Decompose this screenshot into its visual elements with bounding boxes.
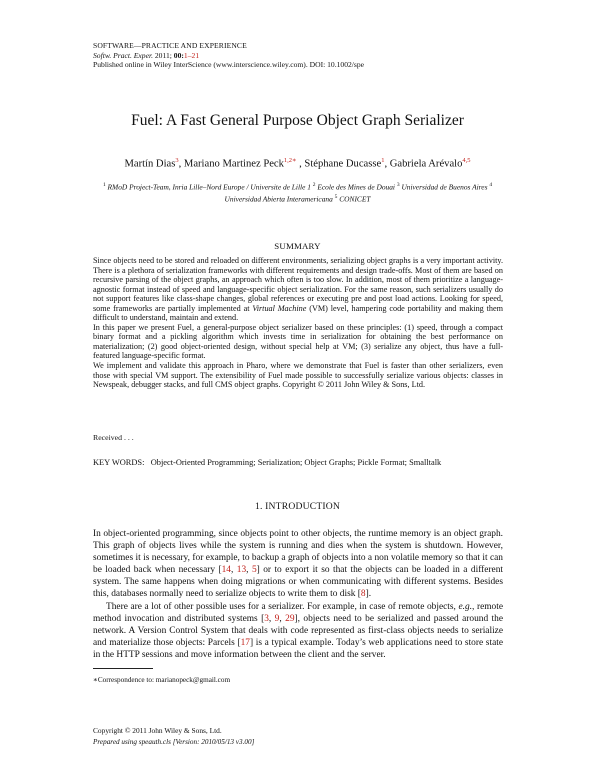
journal-name: SOFTWARE—PRACTICE AND EXPERIENCE	[93, 41, 247, 50]
body-paragraph: There are a lot of other possible uses for a serializer. For example, in case of remote objects, e.g., remote method invocation and distributed systems [3, 9, 29], objects need to be serialized and passed around the network. A Version Control System that deals with code represented as first-class objects needs to serialize and materialize those objects: Parcels [17] is a typical example. Today’s web applications need to store state in the HTTP sessions and move information between the client and the server.	[93, 601, 504, 660]
prepared-using-line: Prepared using speauth.cls [Version: 2010/05/13 v3.00]	[93, 738, 255, 746]
citation-link[interactable]: 3	[264, 613, 269, 624]
citation-link[interactable]: 9	[274, 613, 280, 624]
keywords	[93, 458, 441, 467]
paper-title: Fuel: A Fast General Purpose Object Graph Serializer	[131, 112, 464, 129]
author-affil-mark[interactable]: 1	[381, 157, 385, 164]
received-line: Received . . .	[93, 433, 134, 442]
body-paragraph: In object-oriented programming, since objects point to other objects, the runtime memory is an object graph. This graph of objects lives while the system is running and dies when the system is shutdown. However, sometimes it is necessary, for example, to backup a graph of objects into a non volatile memory so that it can be loaded back when necessary [14, 13, 5] or to export it so that the objects can be loaded in a different system. The same happens when doing migrations or when communicating with different systems. Besides this, databases normally need to serialize objects to write them to disk [8].	[93, 529, 504, 600]
author-affil-mark[interactable]: 3	[175, 157, 179, 164]
keywords-text: Object-Oriented Programming; Serialization; Object Graphs; Pickle Format; Smalltalk	[150, 458, 442, 467]
citation-link[interactable]: 8	[360, 589, 366, 600]
citation-link[interactable]: 13	[236, 565, 247, 576]
keywords-label: KEY WORDS:	[93, 458, 145, 467]
published-online: Published online in Wiley InterScience (www.interscience.wiley.com). DOI: 10.1002/spe	[93, 60, 365, 70]
abstract-paragraph: We implement and validate this approach in Pharo, where we demonstrate that Fuel is faster than other serializers, even those with special VM support. The extensibility of Fuel made possible to successfully serialize various objects: classes in Newspeak, debugger stacks, and full CMS object graphs. Copyright © 2011 John Wiley & Sons, Ltd.	[93, 361, 503, 390]
page-range-link[interactable]: 1–21	[183, 50, 200, 60]
correspondence-footnote: ∗Correspondence to: marianopeck@gmail.com	[93, 676, 231, 684]
journal-header	[93, 41, 364, 70]
abstract	[93, 256, 503, 390]
citation-link[interactable]: 17	[240, 637, 250, 648]
citation-link[interactable]: 29	[285, 613, 295, 624]
author-affil-mark[interactable]: 4,5	[462, 157, 471, 164]
section-heading-introduction: 1. INTRODUCTION	[254, 501, 341, 512]
citation-link[interactable]: 14	[221, 565, 231, 576]
author-name: Mariano Martinez Peck	[183, 158, 284, 170]
citation-link[interactable]: 5	[251, 565, 257, 576]
author-affil-mark[interactable]: 1,2∗	[283, 157, 297, 164]
affiliations: $^1$ RMoD Project-Team, Inria Lille–Nord Europe / Universite de Lille 1 $^2$ Ecole des Mines de Douai $^3$ Universidad de Buenos Aires $^4$ Universidad Abierta Interamericana $^5$ CONICET	[102, 182, 493, 204]
author-name: Gabriela Arévalo	[389, 158, 463, 170]
abstract-paragraph: Since objects need to be stored and reloaded on different environments, serializing object graphs is a very important activity. There is a plethora of serialization frameworks with different requirements and design trade-offs. Most of them are based on recursive parsing of the object graphs, an approach which often is too slow. In addition, most of them prioritize a language-agnostic format instead of speed and language-specific object serialization. For the same reason, such serializers usually do not support features like class-shape changes, global references or executing pre and post load actions. Looking for speed, some frameworks are partially implemented at Virtual Machine (VM) level, hampering code portability and making them difficult to understand, maintain and extend.	[93, 256, 503, 323]
summary-heading: SUMMARY	[274, 241, 321, 251]
copyright-line: Copyright © 2011 John Wiley & Sons, Ltd.	[93, 726, 222, 735]
journal-citation: Softw. Pract. Exper. 2011; 00:1–21	[93, 50, 200, 60]
introduction-body	[93, 528, 503, 661]
author-name: Stéphane Ducasse	[304, 158, 382, 170]
footnote-rule	[93, 668, 153, 669]
author-name: Martín Dias	[124, 158, 176, 170]
abstract-paragraph: In this paper we present Fuel, a general-purpose object serializer based on these principles: (1) speed, through a compact binary format and a pickling algorithm which invests time in serialization for obtaining the best performance on materialization; (2) good object-oriented design, without special help at VM; (3) serialize any object, thus have a full-featured language-specific format.	[93, 322, 503, 361]
author-list: Martín Dias$^3$, Mariano Martinez Peck$^{1,2∗}$ , Stéphane Ducasse$^1$, Gabriela Arévalo$^{4,5}$	[124, 157, 471, 170]
